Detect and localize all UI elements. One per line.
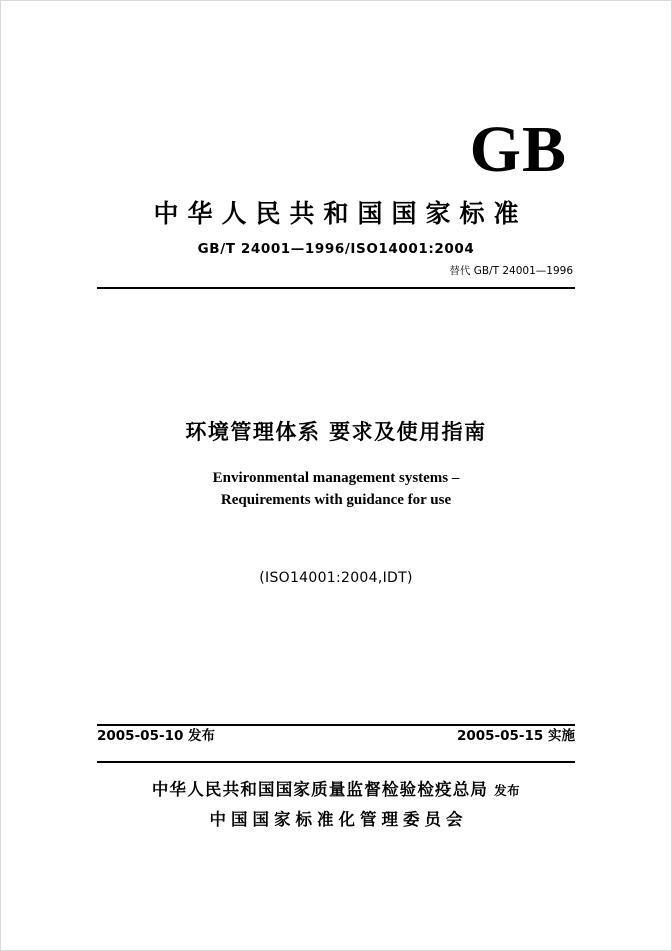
issuer-authority bbox=[61, 776, 611, 800]
issuer-committee: 中国国家标准化管理委员会 bbox=[209, 810, 468, 829]
document-title-cn: 环境管理体系 要求及使用指南 bbox=[185, 420, 487, 444]
standard-number: GB/T 24001—1996/ISO14001:2004 bbox=[197, 240, 475, 257]
effective-date: 2005-05-15 实施 bbox=[456, 728, 575, 744]
header-divider bbox=[97, 287, 575, 289]
equivalence-note: (ISO14001:2004,IDT) bbox=[259, 569, 413, 586]
issuer-authority-name: 中华人民共和国国家质量监督检验检疫总局 bbox=[151, 780, 489, 799]
document-title-en bbox=[61, 468, 611, 512]
document-title-en-line1: Environmental management systems – bbox=[212, 470, 460, 486]
issuer-block bbox=[61, 776, 611, 830]
issue-date: 2005-05-10 发布 bbox=[97, 728, 216, 744]
footer-divider-bottom bbox=[97, 761, 575, 763]
gb-logo: GB bbox=[469, 113, 567, 186]
replaces-note: 替代 GB/T 24001—1996 bbox=[449, 264, 573, 277]
issuer-publish-label: 发布 bbox=[494, 783, 521, 798]
date-row bbox=[97, 724, 575, 744]
national-standard-title: 中华人民共和国国家标准 bbox=[153, 198, 528, 228]
cover-header bbox=[97, 113, 575, 289]
document-title-en-line2: Requirements with guidance for use bbox=[220, 491, 452, 508]
title-block bbox=[61, 416, 611, 586]
